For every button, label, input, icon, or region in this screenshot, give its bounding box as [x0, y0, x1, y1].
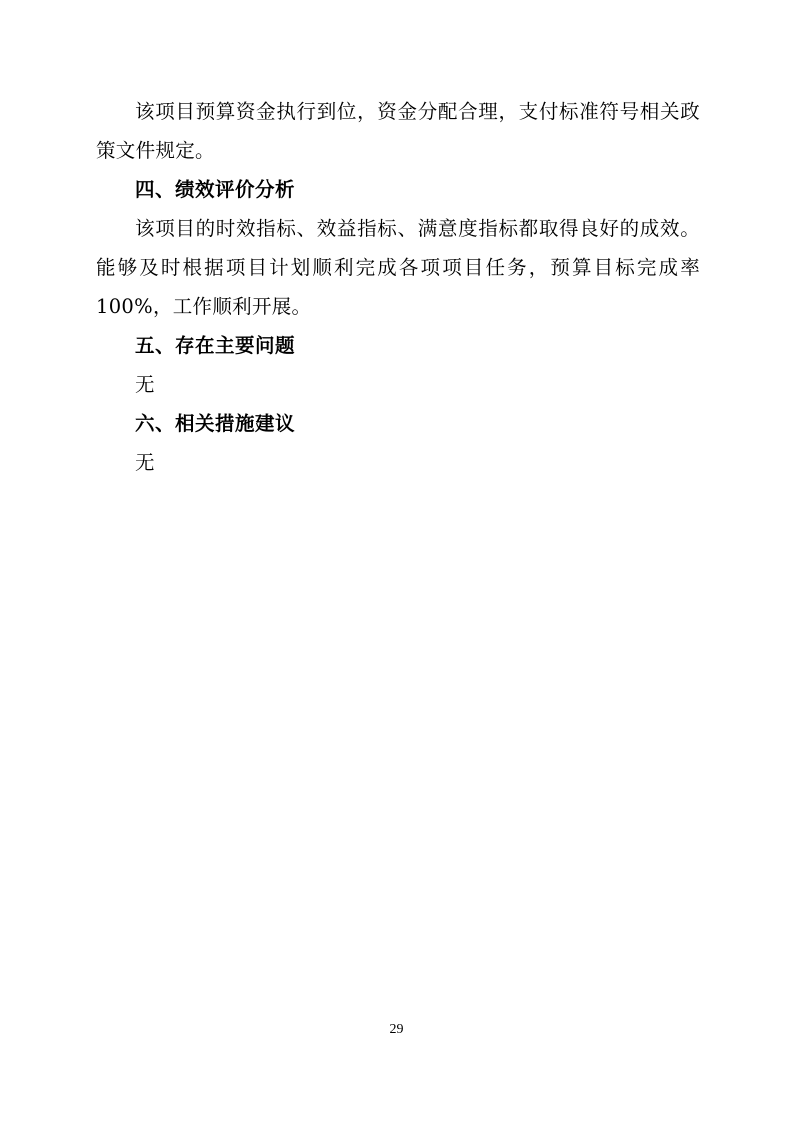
- heading-section-six: 六、相关措施建议: [135, 412, 296, 435]
- heading-section-five: 五、存在主要问题: [135, 334, 296, 357]
- page-number: 29: [389, 1022, 404, 1037]
- paragraph-suggestions: 无: [135, 451, 155, 474]
- document-body: [96, 92, 700, 482]
- paragraph-main-problems: 无: [135, 373, 155, 396]
- paragraph-performance-analysis: 该项目的时效指标、效益指标、满意度指标都取得良好的成效。能够及时根据项目计划顺利完成各项项目任务，预算目标完成率 100%，工作顺利开展。: [96, 217, 700, 318]
- paragraph-budget-execution: 该项目预算资金执行到位，资金分配合理，支付标准符号相关政策文件规定。: [96, 100, 700, 162]
- heading-section-four: 四、绩效评价分析: [135, 178, 296, 201]
